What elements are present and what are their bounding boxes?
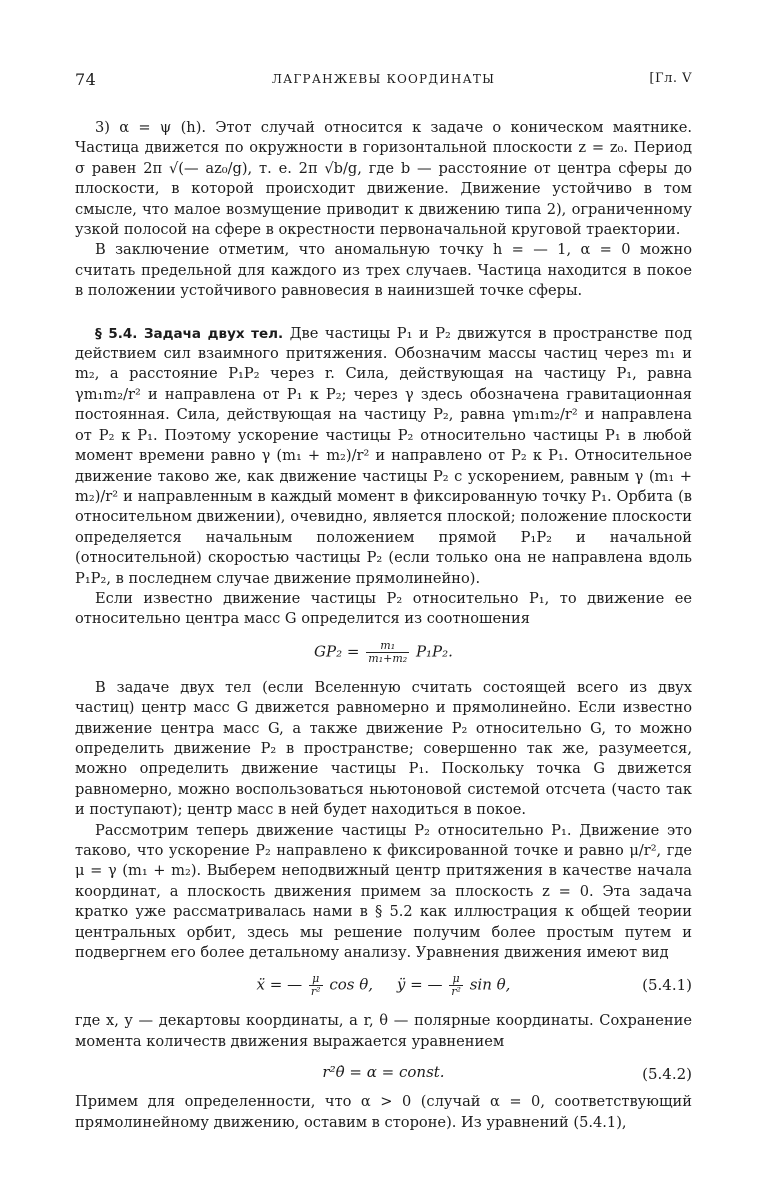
equation-5-4-2	[75, 1052, 692, 1092]
eq-541-cos: cos θ,	[329, 975, 374, 994]
equation-number-5-4-1: (5.4.1)	[642, 976, 692, 995]
eq-541-fraction-2	[449, 973, 463, 998]
running-title: ЛАГРАНЖЕВЫ КООРДИНАТЫ	[271, 72, 496, 86]
eq-541-x: ẍ = —	[256, 975, 303, 994]
section-gap	[75, 302, 692, 324]
paragraph-assume: Примем для определенности, что α > 0 (случай α = 0, соответствующий прямолинейному движению, оставим в стороне). Из уравнений (5.4.1),	[75, 1093, 692, 1131]
eq-541-fraction-1	[309, 973, 323, 998]
equation-center-of-mass	[75, 630, 692, 678]
eq-541-r2-2: r²	[451, 985, 461, 999]
eq-fraction-numerator: m₁	[366, 640, 409, 653]
eq-541-mu-2: μ	[449, 973, 463, 986]
eq-lhs: GP₂ =	[314, 642, 360, 661]
eq-541-r2-1: r²	[310, 985, 321, 999]
eq-fraction-denominator: m₁+m₂	[368, 651, 408, 665]
paragraph-universe: В задаче двух тел (если Вселенную считать состоящей всего из двух частиц) центр масс G движется равномерно и прямолинейно. Если известно движение центра масс G, а также движение P₂ относительно G, то можно определить движение P₂ в пространстве; совершенно так же, разумеется, можно определить движение частицы P₁. Поскольку точка G движется равномерно, можно воспользоваться ньютоновой системой отсчета (часто так и поступают); центр масс в ней будет находиться в покое.	[75, 678, 692, 819]
eq-542-body: r²θ̇ = α = const.	[322, 1063, 445, 1082]
eq-rhs: P₁P₂.	[415, 642, 453, 661]
paragraph-conical-pendulum: 3) α = ψ (h). Этот случай относится к задаче о коническом маятнике. Частица движется по окружности в горизонтальной плоскости z = z₀. Период σ равен 2π √(— az₀/g), т. е. 2π √b/g, где b — расстояние от центра сферы до плоскости, в которой происходит движение. Движение устойчиво в том смысле, что малое возмущение приводит к движению типа 2), ограниченному узкой полосой на сфере в окрестности первоначальной круговой траектории.	[75, 119, 692, 239]
page-number: 74	[75, 70, 97, 89]
paragraph-anomalous-point: В заключение отметим, что аномальную точку h = — 1, α = 0 можно считать предельной для каждого из трех случаев. Частица находится в покое в положении устойчивого равновесия в наинизшей точке сферы.	[75, 241, 692, 300]
paragraph-two-body	[75, 324, 692, 589]
eq-541-y: ÿ = —	[396, 975, 443, 994]
eq-541-mu-1: μ	[309, 973, 323, 986]
chapter-label: [Гл. V	[649, 71, 692, 86]
page-header	[75, 70, 692, 92]
equation-5-4-1	[75, 963, 692, 1011]
body-text	[75, 118, 692, 1133]
paragraph-relative-motion: Если известно движение частицы P₂ относительно P₁, то движение ее относительно центра масс G определится из соотношения	[75, 589, 692, 628]
eq-fraction	[366, 640, 409, 665]
section-heading: § 5.4. Задача двух тел.	[95, 325, 284, 342]
paragraph-two-body-text: Две частицы P₁ и P₂ движутся в пространстве под действием сил взаимного притяжения. Обозначим массы частиц через m₁ и m₂, а расстояние P₁P₂ через r. Сила, действующая на частицу P₁, равна γm₁m₂/r² и направлена от P₁ к P₂; через γ здесь обозначена гравитационная постоянная. Сила, действующая на частицу P₂, равна γm₁m₂/r² и направлена от P₂ к P₁. Поэтому ускорение частицы P₂ относительно частицы P₁ в любой момент времени равно γ (m₁ + m₂)/r² и направлено от P₂ к P₁. Относительное движение таково же, как движение частицы P₂ с ускорением, равным γ (m₁ + m₂)/r² и направленным в каждый момент в фиксированную точку P₁. Орбита (в относительном движении), очевидно, является плоской; положение плоскости определяется начальным положением прямой P₁P₂ и начальной (относительной) скоростью частицы P₂ (если только она не направлена вдоль P₁P₂, в последнем случае движение прямолинейно).	[75, 324, 693, 587]
eq-541-sin: sin θ,	[469, 975, 511, 994]
paragraph-consider-motion: Рассмотрим теперь движение частицы P₂ относительно P₁. Движение это таково, что ускорение P₂ направлено к фиксированной точке и равно μ/r², где μ = γ (m₁ + m₂). Выберем неподвижный центр притяжения в качестве начала координат, а плоскость движения примем за плоскость z = 0. Эта задача кратко уже рассматривалась нами в § 5.2 как иллюстрация к общей теории центральных орбит, здесь мы решение получим более простым путем и подвергнем его более детальному анализу. Уравнения движения имеют вид	[75, 821, 692, 962]
paragraph-coordinates: где x, y — декартовы координаты, а r, θ — полярные координаты. Сохранение момента количеств движения выражается уравнением	[75, 1012, 692, 1050]
equation-number-5-4-2: (5.4.2)	[642, 1065, 692, 1084]
